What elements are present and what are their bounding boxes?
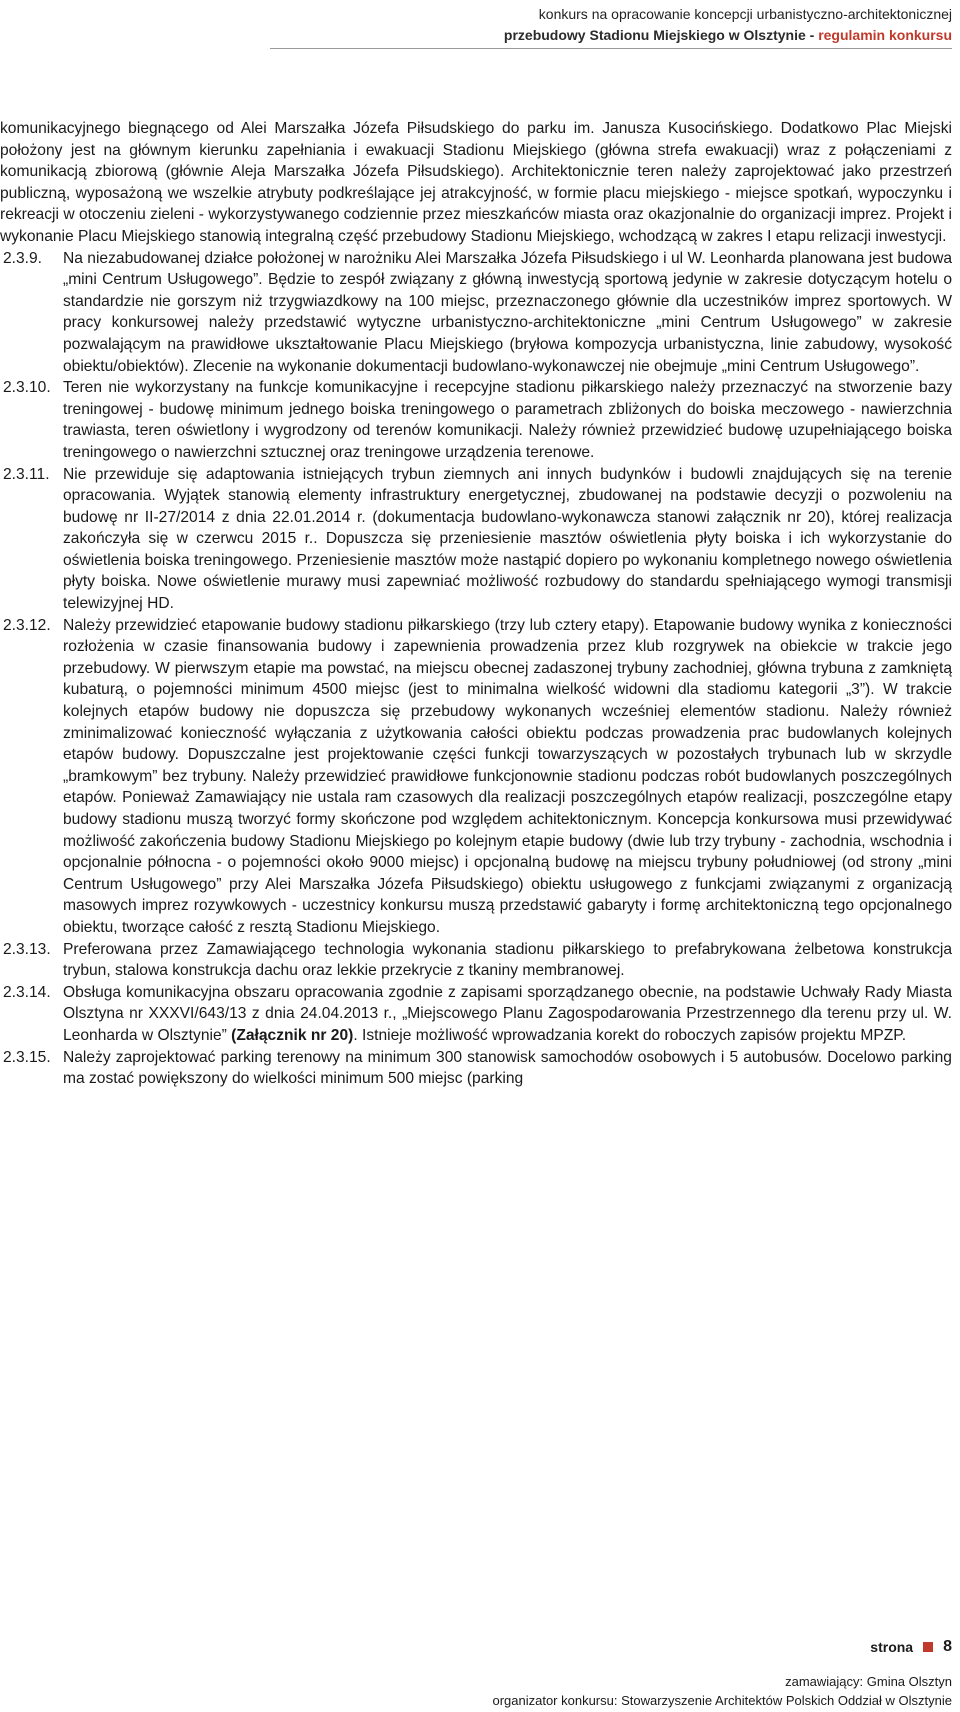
- section-item: [0, 377, 952, 463]
- section-number: 2.3.12.: [3, 616, 51, 634]
- section-number: 2.3.15.: [3, 1048, 51, 1066]
- section-text: Teren nie wykorzystany na funkcje komunikacyjne i recepcyjne stadionu piłkarskiego należy przeznaczyć na stworzenie bazy treningowej - budowę minimum jednego boiska treningowego o parametrach zbliżonych do boiska meczowego - nawierzchnia trawiasta, teren oświetlony i wygrodzony od terenów komunikacji. Należy również przewidzieć budowę uzupełniającego boiska treningowego o nawierzchni sztucznej oraz treningowe urządzenia terenowe.: [63, 379, 952, 461]
- section-item: [0, 982, 952, 1047]
- page-label: strona: [870, 1639, 914, 1655]
- header-subtitle-main: przebudowy Stadionu Miejskiego w Olsztynie -: [503, 27, 819, 43]
- page-number-block: [870, 1638, 952, 1656]
- section-item: [0, 464, 952, 615]
- page-number: 8: [943, 1638, 952, 1655]
- section-text: Należy przewidzieć etapowanie budowy stadionu piłkarskiego (trzy lub cztery etapy). Etapowanie budowy wynika z konieczności rozłożenia w czasie finansowania budowy i zapewnienia prowadzenia przez klub rozgrywek na obiekcie w trakcie jego przebudowy. W pierwszym etapie ma powstać, na miejscu obecnej zadaszonej trybuny zachodniej, główna trybuna z zamkniętą kubaturą, o pojemności minimum 4500 miejsc (jest to minimalna wielkość widowni dla stadiomu kategorii „3”). W trakcie kolejnych etapów budowy nie dopuszcza się przebudowy wykonanych wcześniej elementów stadionu. Należy również zminimalizować konieczność wyłączania z użytkowania całości obiektu podczas prowadzenia prac budowlanych kolejnych etapów budowy. Dopuszczalne jest projektowanie części funkcji towarzyszących w pozostałych trybunach lub w skrzydle „bramkowym” bez trybuny. Należy przewidzieć prawidłowe funkcjonownie stadionu podczas robót budowlanych poszczególnych etapów. Ponieważ Zamawiający nie ustala ram czasowych dla realizacji poszczególnych etapów realizacji, poszczególne etapy budowy stadionu muszą tworzyć formy skończone pod względem achitektonicznym. Koncepcja konkursowa musi przewidywać możliwość zakończenia budowy Stadionu Miejskiego po kolejnym etapie budowy (dwie lub trzy trybuny - zachodnia, wschodnia i opcjonalnie północna - o pojemności około 9000 miejsc) i opcjonalną budowę na miejscu trybuny południowej (od strony „mini Centrum Usługowego” przy Alei Marszałka Józefa Piłsudskiego) obiektu usługowego z funkcjami związanymi z organizacją masowych imprez rozywkowych - uczestnicy konkursu muszą przedstawić gabaryty i formę architektoniczną tego opcjonalnego obiektu, tworzące całość z resztą Stadionu Miejskiego.: [63, 616, 952, 936]
- footer-client: zamawiający: Gmina Olsztyn: [785, 1674, 952, 1689]
- header-subtitle-accent: regulamin konkursu: [818, 27, 952, 43]
- intro-paragraph: komunikacyjnego biegnącego od Alei Marszałka Józefa Piłsudskiego do parku im. Janusza Kusocińskiego. Dodatkowo Plac Miejski położony jest na głównym kierunku zapełniania i ewakuacji Stadionu Miejskiego (główna strefa ewakuacji) wraz z połączeniami z komunikacją zbiorową (głównie Aleja Marszałka Józefa Piłsudskiego). Architektonicznie teren należy zaprojektować jako przestrzeń publiczną, wyposażoną we wszelkie atrybuty podkreślające jej atrakcyjność, w formie placu miejskiego - miejsce spotkań, wypoczynku i rekreacji w otoczeniu zieleni - wykorzystywanego codziennie przez mieszkańców miasta oraz okazjonalnie do organizacji imprez. Projekt i wykonanie Placu Miejskiego stanowią integralną część przebudowy Stadionu Miejskiego, wchodzącą w zakres I etapu relizacji inwestycji.: [0, 120, 952, 245]
- section-item: [0, 248, 952, 378]
- section-item: [0, 1047, 952, 1090]
- section-text: Na niezabudowanej działce położonej w narożniku Alei Marszałka Józefa Piłsudskiego i ul W. Leonharda planowana jest budowa „mini Centrum Usługowego”. Będzie to zespół związany z główną inwestycją sportową jedynie w zakresie dotyczącym hotelu o standardzie nie gorszym niż trzygwiazdkowy na 100 miejsc, przeznaczonego głównie dla uczestników imprez sportowych. W pracy konkursowej należy przedstawić wytyczne urbanistyczno-architektoniczne „mini Centrum Usługowego” w zakresie pozwalającym na prawidłowe ukształtowanie Placu Miejskiego (bryłowa kompozycja urbanistyczna, linie zabudowy, wysokość obiektu/obiektów). Zlecenie na wykonanie dokumentacji budowlano-wykonawczej nie obejmuje „mini Centrum Usługowego”.: [63, 249, 952, 375]
- header-title-line: konkurs na opracowanie koncepcji urbanistyczno-architektonicznej: [538, 6, 952, 22]
- section-item: [0, 615, 952, 939]
- attachment-reference: (Załącznik nr 20): [231, 1026, 354, 1044]
- section-text-after: . Istnieje możliwość wprowadzania korekt do roboczych zapisów projektu MPZP.: [353, 1026, 907, 1044]
- section-number: 2.3.13.: [3, 940, 51, 958]
- section-number: 2.3.14.: [3, 983, 51, 1001]
- header-subtitle-line: [504, 25, 952, 46]
- page-marker-square: [923, 1642, 933, 1652]
- section-text: Preferowana przez Zamawiającego technologia wykonania stadionu piłkarskiego to prefabrykowana żelbetowa konstrukcja trybun, stalowa konstrukcja dachu oraz lekkie przekrycie z tkaniny membranowej.: [63, 940, 952, 980]
- header-divider: [270, 48, 952, 49]
- footer-organizer: organizator konkursu: Stowarzyszenie Architektów Polskich Oddział w Olsztynie: [492, 1693, 952, 1708]
- section-number: 2.3.11.: [3, 465, 50, 483]
- section-text: Nie przewiduje się adaptowania istniejących trybun ziemnych ani innych budynków i budowli znajdujących się na terenie opracowania. Wyjątek stanowią elementy infrastruktury energetycznej, zbudowanej na podstawie decyzji o pozwoleniu na budowę nr II-27/2014 z dnia 22.01.2014 r. (dokumentacja budowlano-wykonawcza stanowi załącznik nr 20), której realizacja zakończyła się w czerwcu 2015 r.. Dopuszcza się przeniesienie masztów oświetlenia płyty boiska i ich wykorzystanie do oświetlenia boiska treningowego. Przeniesienie masztów może nastąpić dopiero po wykonaniu kompletnego nowego oświetlenia płyty boiska. Nowe oświetlenie murawy musi zapewniać możliwość rozbudowy do standardu spełniającego wymogi transmisji telewizyjnej HD.: [63, 465, 952, 613]
- page-footer: [492, 1672, 952, 1710]
- page-header: [504, 4, 952, 46]
- section-text-before: Obsługa komunikacyjna obszaru opracowania zgodnie z zapisami sporządzanego obecnie, na podstawie Uchwały Rady Miasta Olsztyna nr XXXVI/643/13 z dnia 24.04.2013 r., „Miejscowego Planu Zagospodarowania Przestrzennego dla terenu przy ul. W. Leonharda w Olsztynie”: [63, 983, 952, 1044]
- section-number: 2.3.10.: [3, 379, 51, 397]
- document-body: [0, 118, 952, 1090]
- section-number: 2.3.9.: [3, 249, 43, 267]
- section-item: [0, 939, 952, 982]
- section-text: Należy zaprojektować parking terenowy na minimum 300 stanowisk samochodów osobowych i 5 autobusów. Docelowo parking ma zostać powiększony do wielkości minimum 500 miejsc (parking: [63, 1048, 952, 1088]
